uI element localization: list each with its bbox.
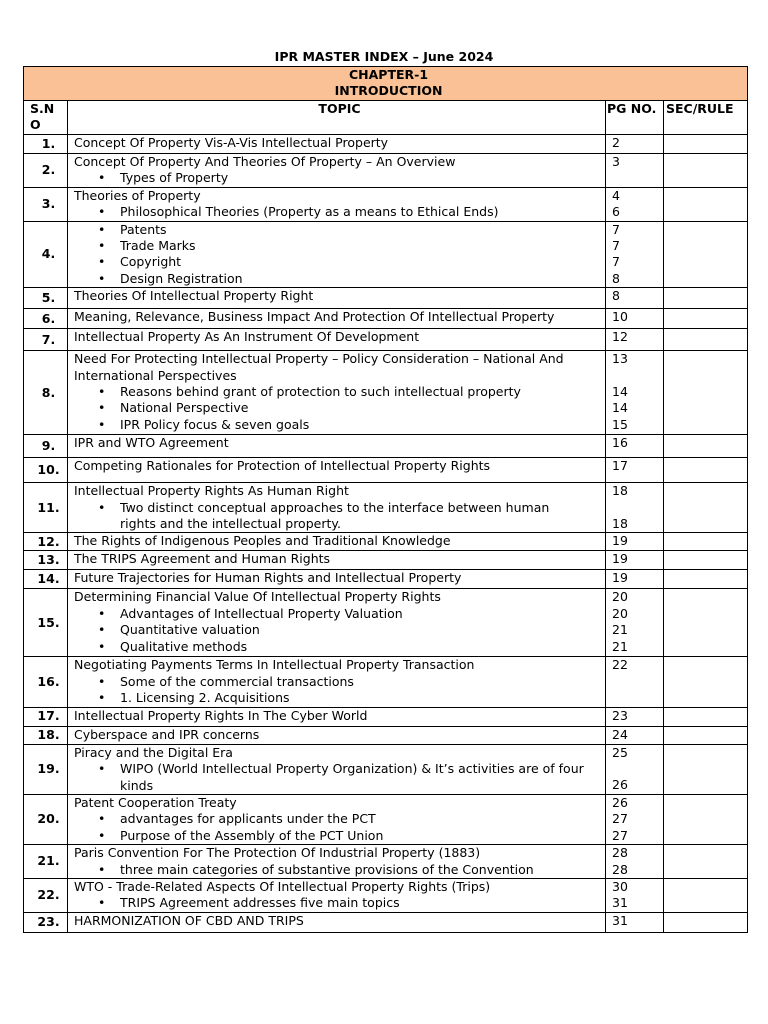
page-number: 31 <box>612 912 628 928</box>
page-number-cell <box>606 912 664 932</box>
page-number-cell <box>606 570 664 589</box>
page-number: 22 <box>612 657 628 673</box>
section-rule-cell <box>664 483 748 533</box>
section-rule-cell <box>664 707 748 726</box>
page-number: 3 <box>612 153 620 169</box>
page-number-cell <box>606 221 664 288</box>
page-number: 17 <box>612 458 628 474</box>
bullet-item: • IPR Policy focus & seven goals <box>74 417 605 433</box>
topic-text: Patent Cooperation Treaty <box>74 794 237 810</box>
section-rule-cell <box>664 288 748 309</box>
page-number: 14 <box>612 400 628 416</box>
topic-cell <box>68 726 606 744</box>
page-number <box>612 170 663 186</box>
page-number-cell <box>606 329 664 351</box>
section-rule-cell <box>664 329 748 351</box>
bullet-item: • Patents <box>74 222 605 238</box>
page-number: 20 <box>612 605 628 621</box>
bullet-item: • Qualitative methods <box>74 639 605 655</box>
table-row <box>24 329 748 351</box>
section-rule-cell <box>664 153 748 187</box>
page-number-cell <box>606 483 664 533</box>
page-number: 30 <box>612 878 628 894</box>
topic-text: HARMONIZATION OF CBD AND TRIPS <box>74 912 304 928</box>
topic-text: Negotiating Payments Terms In Intellectual Property Transaction <box>74 657 475 673</box>
topic-text: The Rights of Indigenous Peoples and Traditional Knowledge <box>74 533 451 549</box>
topic-text: Cyberspace and IPR concerns <box>74 726 260 742</box>
topic-text: Future Trajectories for Human Rights and Intellectual Property <box>74 570 462 586</box>
topic-text: Intellectual Property Rights As Human Right <box>74 483 349 499</box>
topic-text: rights and the intellectual property. <box>120 516 341 532</box>
page-number-cell <box>606 551 664 570</box>
section-rule-cell <box>664 187 748 221</box>
page-number: 28 <box>612 861 628 877</box>
bullet-item: • Quantitative valuation <box>74 622 605 638</box>
bullet-item: • Two distinct conceptual approaches to the interface between human <box>74 500 605 516</box>
section-rule-cell <box>664 878 748 912</box>
topic-cell <box>68 351 606 435</box>
page-number: 12 <box>612 329 628 345</box>
topic-cell <box>68 153 606 187</box>
serial-number: 6. <box>24 309 68 329</box>
page-number: 23 <box>612 707 628 723</box>
page-number-cell <box>606 707 664 726</box>
topic-cell <box>68 187 606 221</box>
topic-cell <box>68 134 606 153</box>
serial-number: 9. <box>24 435 68 458</box>
section-rule-cell <box>664 570 748 589</box>
topic-cell <box>68 288 606 309</box>
section-rule-cell <box>664 551 748 570</box>
table-row <box>24 351 748 435</box>
bullet-item: • Types of Property <box>74 170 605 186</box>
serial-number: 2. <box>24 153 68 187</box>
serial-number: 21. <box>24 845 68 879</box>
page-number-cell <box>606 794 664 844</box>
page-number: 2 <box>612 134 620 150</box>
table-row <box>24 533 748 551</box>
bullet-item: • Purpose of the Assembly of the PCT Union <box>74 828 605 844</box>
header-topic: TOPIC <box>68 100 606 134</box>
topic-text: kinds <box>120 777 154 793</box>
topic-text: Determining Financial Value Of Intellectual Property Rights <box>74 589 441 605</box>
page-number: 18 <box>612 483 628 499</box>
topic-cell <box>68 483 606 533</box>
table-row <box>24 726 748 744</box>
page-number: 27 <box>612 827 628 843</box>
bullet-item: • Philosophical Theories (Property as a means to Ethical Ends) <box>74 204 605 220</box>
topic-cell <box>68 878 606 912</box>
table-row <box>24 309 748 329</box>
bullet-item: • Copyright <box>74 254 605 270</box>
section-rule-cell <box>664 744 748 794</box>
topic-text: WTO - Trade-Related Aspects Of Intellectual Property Rights (Trips) <box>74 878 491 894</box>
serial-number: 5. <box>24 288 68 309</box>
table-row <box>24 134 748 153</box>
serial-number: 14. <box>24 570 68 589</box>
table-row <box>24 878 748 912</box>
topic-cell <box>68 744 606 794</box>
topic-cell <box>68 794 606 844</box>
page-number: 21 <box>612 638 628 654</box>
topic-text: Need For Protecting Intellectual Property – Policy Consideration – National And <box>74 351 564 367</box>
section-rule-cell <box>664 458 748 483</box>
page-number-cell <box>606 134 664 153</box>
page-number: 6 <box>612 204 620 220</box>
topic-cell <box>68 707 606 726</box>
topic-cell <box>68 309 606 329</box>
page-number-cell <box>606 187 664 221</box>
page-number-cell <box>606 309 664 329</box>
section-rule-cell <box>664 589 748 657</box>
bullet-item: • three main categories of substantive provisions of the Convention <box>74 862 605 878</box>
topic-text: Intellectual Property As An Instrument Of Development <box>74 329 420 345</box>
page-number: 26 <box>612 794 628 810</box>
topic-text: Concept Of Property Vis-A-Vis Intellectual Property <box>74 134 389 150</box>
serial-number: 23. <box>24 912 68 932</box>
topic-cell <box>68 458 606 483</box>
header-sno: S.N O <box>24 100 68 134</box>
table-row <box>24 483 748 533</box>
page-number: 21 <box>612 622 628 638</box>
chapter-title: INTRODUCTION <box>334 83 443 99</box>
table-row <box>24 570 748 589</box>
index-table <box>23 66 748 933</box>
topic-cell <box>68 533 606 551</box>
page-number: 7 <box>612 238 620 254</box>
bullet-item: • Design Registration <box>74 271 605 287</box>
table-row <box>24 288 748 309</box>
serial-number: 22. <box>24 878 68 912</box>
bullet-item: • WIPO (World Intellectual Property Organization) & It’s activities are of four <box>74 761 605 777</box>
serial-number: 20. <box>24 794 68 844</box>
topic-text: Competing Rationales for Protection of Intellectual Property Rights <box>74 458 491 474</box>
page-number <box>612 368 663 384</box>
topic-text: Piracy and the Digital Era <box>74 744 233 760</box>
page-number-cell <box>606 744 664 794</box>
serial-number: 7. <box>24 329 68 351</box>
page-number: 19 <box>612 533 628 549</box>
page-number: 8 <box>612 270 620 286</box>
table-row <box>24 551 748 570</box>
serial-number: 16. <box>24 657 68 707</box>
section-rule-cell <box>664 794 748 844</box>
page-number <box>612 500 663 516</box>
page-number-cell <box>606 458 664 483</box>
page-number: 10 <box>612 309 628 325</box>
serial-number: 10. <box>24 458 68 483</box>
page-number: 31 <box>612 895 628 911</box>
serial-number: 8. <box>24 351 68 435</box>
topic-cell <box>68 551 606 570</box>
page-number: 28 <box>612 845 628 861</box>
page-number: 19 <box>612 551 628 567</box>
table-row <box>24 744 748 794</box>
serial-number: 15. <box>24 589 68 657</box>
table-row <box>24 458 748 483</box>
serial-number: 13. <box>24 551 68 570</box>
topic-text: International Perspectives <box>74 367 237 383</box>
page-number: 4 <box>612 187 620 203</box>
table-row <box>24 912 748 932</box>
table-row <box>24 794 748 844</box>
topic-cell <box>68 845 606 879</box>
page-number <box>612 761 663 777</box>
chapter-number: CHAPTER-1 <box>349 67 429 82</box>
serial-number: 3. <box>24 187 68 221</box>
page-number: 14 <box>612 384 628 400</box>
bullet-item: • Trade Marks <box>74 238 605 254</box>
section-rule-cell <box>664 657 748 707</box>
table-row <box>24 845 748 879</box>
topic-cell <box>68 657 606 707</box>
page-number: 16 <box>612 435 628 451</box>
table-row <box>24 435 748 458</box>
section-rule-cell <box>664 435 748 458</box>
section-rule-cell <box>664 533 748 551</box>
bullet-item: • National Perspective <box>74 400 605 416</box>
bullet-item: • advantages for applicants under the PCT <box>74 811 605 827</box>
page-number: 19 <box>612 570 628 586</box>
page-number-cell <box>606 878 664 912</box>
table-row <box>24 187 748 221</box>
table-row <box>24 707 748 726</box>
chapter-header <box>24 67 748 101</box>
page-number: 13 <box>612 351 628 367</box>
section-rule-cell <box>664 134 748 153</box>
page-number-cell <box>606 657 664 707</box>
topic-cell <box>68 221 606 288</box>
topic-cell <box>68 589 606 657</box>
page-number-cell <box>606 153 664 187</box>
page-number: 18 <box>612 516 628 532</box>
page-number: 15 <box>612 416 628 432</box>
page-number-cell <box>606 435 664 458</box>
serial-number: 18. <box>24 726 68 744</box>
topic-text: Theories of Property <box>74 187 201 203</box>
page-number: 7 <box>612 254 620 270</box>
bullet-item: • Some of the commercial transactions <box>74 674 605 690</box>
topic-cell <box>68 912 606 932</box>
topic-text: Theories Of Intellectual Property Right <box>74 288 314 304</box>
page-number-cell <box>606 351 664 435</box>
header-section: SEC/RULE <box>664 100 748 134</box>
serial-number: 19. <box>24 744 68 794</box>
bullet-item: • 1. Licensing 2. Acquisitions <box>74 690 605 706</box>
topic-text: Intellectual Property Rights In The Cyber World <box>74 707 368 723</box>
topic-text: Meaning, Relevance, Business Impact And Protection Of Intellectual Property <box>74 309 555 325</box>
section-rule-cell <box>664 726 748 744</box>
table-row <box>24 657 748 707</box>
bullet-item: • Advantages of Intellectual Property Valuation <box>74 606 605 622</box>
bullet-item: • Reasons behind grant of protection to such intellectual property <box>74 384 605 400</box>
section-rule-cell <box>664 309 748 329</box>
section-rule-cell <box>664 912 748 932</box>
section-rule-cell <box>664 221 748 288</box>
page-number-cell <box>606 726 664 744</box>
serial-number: 1. <box>24 134 68 153</box>
topic-text: IPR and WTO Agreement <box>74 435 229 451</box>
page-number: 7 <box>612 221 620 237</box>
table-row <box>24 153 748 187</box>
table-row <box>24 221 748 288</box>
page-number: 25 <box>612 744 628 760</box>
page-number <box>612 690 663 706</box>
page-number: 24 <box>612 726 628 742</box>
bullet-item: • TRIPS Agreement addresses five main topics <box>74 895 605 911</box>
serial-number: 12. <box>24 533 68 551</box>
page-number: 8 <box>612 288 620 304</box>
topic-text: The TRIPS Agreement and Human Rights <box>74 551 331 567</box>
page-number: 26 <box>612 777 628 793</box>
page-number-cell <box>606 845 664 879</box>
topic-cell <box>68 570 606 589</box>
table-row <box>24 589 748 657</box>
topic-text: Paris Convention For The Protection Of Industrial Property (1883) <box>74 845 481 861</box>
serial-number: 11. <box>24 483 68 533</box>
serial-number: 4. <box>24 221 68 288</box>
topic-cell <box>68 329 606 351</box>
page-number-cell <box>606 589 664 657</box>
header-page: PG NO. <box>606 100 664 134</box>
section-rule-cell <box>664 845 748 879</box>
document-title: IPR MASTER INDEX – June 2024 <box>274 49 494 64</box>
page-number: 27 <box>612 811 628 827</box>
page-number <box>612 674 663 690</box>
page-number-cell <box>606 533 664 551</box>
section-rule-cell <box>664 351 748 435</box>
topic-text: Concept Of Property And Theories Of Property – An Overview <box>74 153 456 169</box>
topic-cell <box>68 435 606 458</box>
serial-number: 17. <box>24 707 68 726</box>
page-number-cell <box>606 288 664 309</box>
page-number: 20 <box>612 589 628 605</box>
